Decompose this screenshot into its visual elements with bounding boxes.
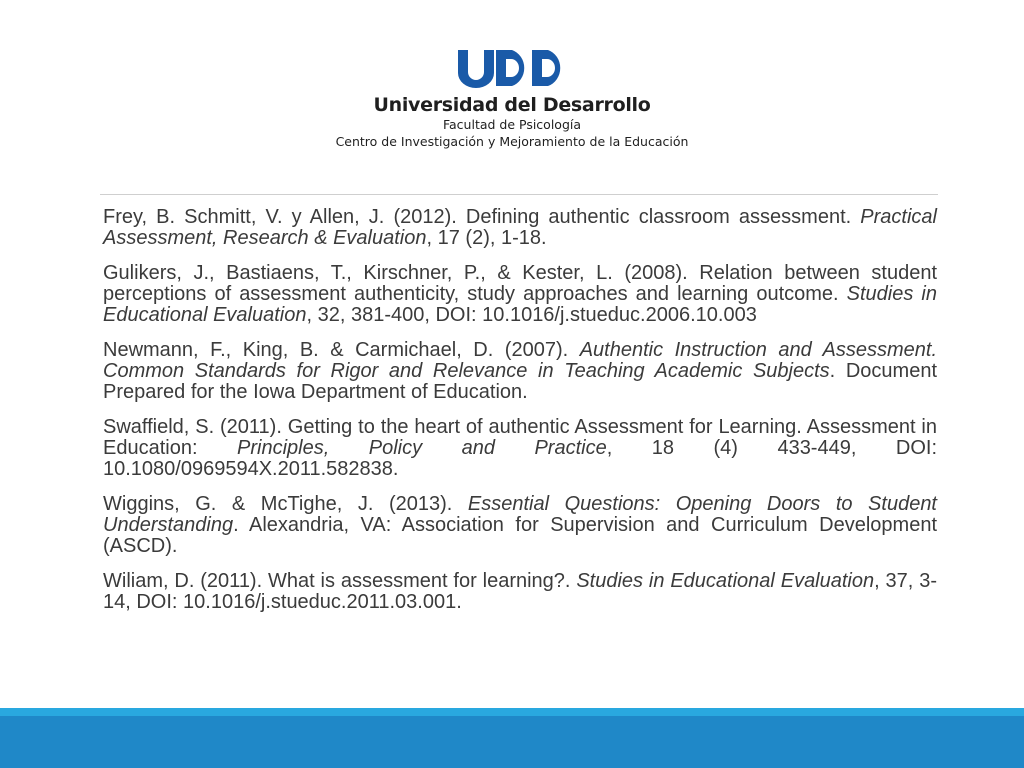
reference-item: Wiggins, G. & McTighe, J. (2013). Essential Questions: Opening Doors to Student Understanding. Alexandria, VA: Association for Supervision and Curriculum Development (ASCD). bbox=[103, 493, 937, 557]
header-divider bbox=[100, 194, 938, 195]
center-name: Centro de Investigación y Mejoramiento de la Educación bbox=[335, 134, 689, 149]
reference-item: Newmann, F., King, B. & Carmichael, D. (2007). Authentic Instruction and Assessment. Common Standards for Rigor and Relevance in Teaching Academic Subjects. Document Prepared for the Iowa Department of Education. bbox=[103, 339, 938, 403]
reference-item: Gulikers, J., Bastiaens, T., Kirschner, P., & Kester, L. (2008). Relation between student perceptions of assessment authenticity, study approaches and learning outcome. Studies in Educational Evaluation, 32, 381-400, DOI: 10.1016/j.stueduc.2006.10.003 bbox=[103, 262, 937, 326]
footer-band-dark bbox=[0, 716, 1024, 768]
faculty-name: Facultad de Psicología bbox=[442, 117, 582, 132]
reference-item: Wiliam, D. (2011). What is assessment for learning?. Studies in Educational Evaluation, 37, 3-14, DOI: 10.1016/j.stueduc.2011.03.001. bbox=[103, 570, 937, 613]
reference-item: Frey, B. Schmitt, V. y Allen, J. (2012). Defining authentic classroom assessment. Practical Assessment, Research & Evaluation, 17 (2), 1-18. bbox=[103, 206, 937, 249]
footer-band-light bbox=[0, 708, 1024, 716]
udd-logo-icon bbox=[456, 48, 568, 88]
reference-list bbox=[103, 207, 937, 627]
reference-item: Swaffield, S. (2011). Getting to the heart of authentic Assessment for Learning. Assessment in Education: Principles, Policy and Practice, 18 (4) 433-449, DOI: 10.1080/0969594X.2011.582838. bbox=[103, 416, 938, 480]
header bbox=[0, 48, 1024, 150]
university-name: Universidad del Desarrollo bbox=[373, 94, 651, 116]
